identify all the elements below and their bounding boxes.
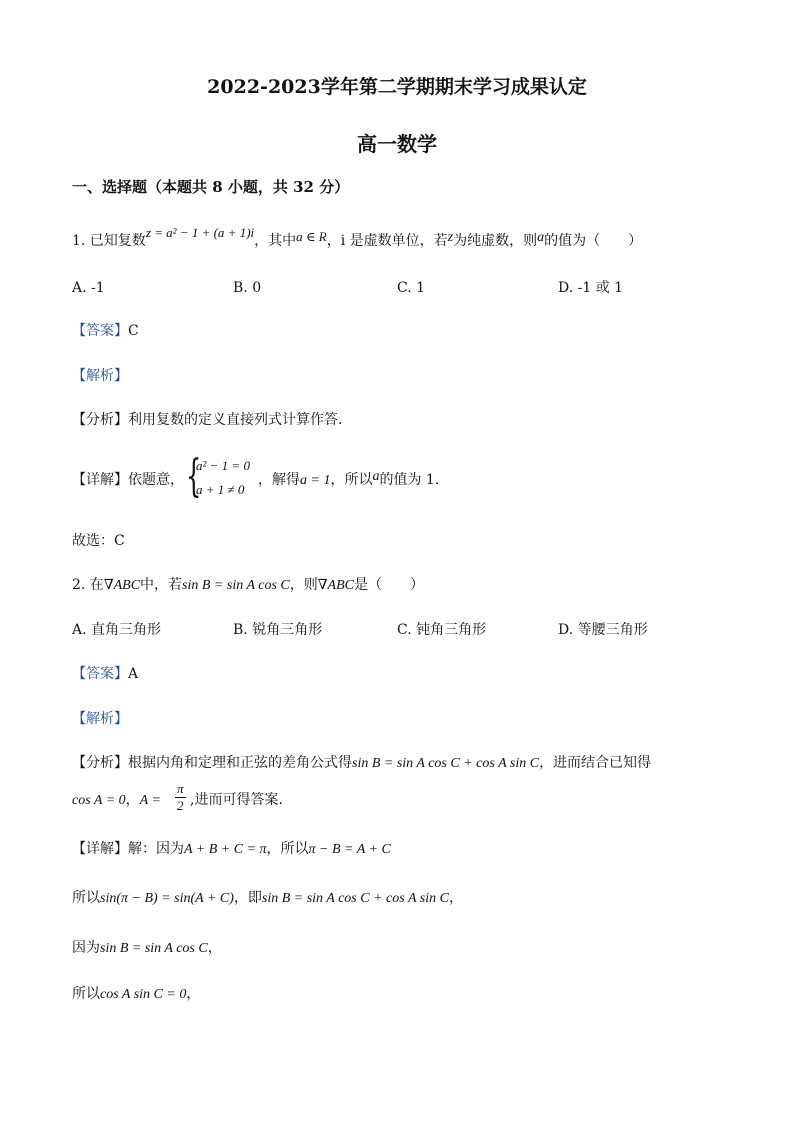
q2-triangle: ∇ABC <box>317 578 354 593</box>
q2-given-condition: sin B = sin A cos C <box>100 941 208 956</box>
q2-product-zero: cos A sin C = 0 <box>100 987 187 1002</box>
q2-sine-identity: sin(π − B) = sin(A + C) <box>100 891 234 906</box>
q1-answer <box>72 322 139 340</box>
q2-cos-a-zero: cos A = 0 <box>72 793 126 808</box>
q1-detail <box>72 471 184 489</box>
q1-option-b: B. 0 <box>233 280 262 296</box>
q2-a-equals: A = <box>139 793 161 808</box>
pi-over-two-fraction <box>175 781 186 814</box>
q1-detail-continued <box>258 471 439 490</box>
q1-choose: 故选：C <box>72 533 125 549</box>
q2-detail-text: ， <box>186 986 201 1002</box>
q2-fenxi <box>72 754 651 773</box>
detail-tag: 【详解】 <box>72 472 128 488</box>
q1-stem-text: ，i 是虚数单位，若 <box>326 233 448 249</box>
q1-detail-text: 的值为 1. <box>379 472 440 488</box>
q1-option-c: C. 1 <box>397 280 426 296</box>
q1-a: a <box>537 230 545 245</box>
q1-stem-text: 的值为（ ） <box>544 233 643 249</box>
fraction-numerator: π <box>177 781 184 796</box>
fenxi-tag: 【分析】 <box>72 412 128 428</box>
q1-option-d: D. -1 或 1 <box>558 280 624 296</box>
q2-detail-text: ， <box>207 940 222 956</box>
q2-detail-text: ，所以 <box>266 841 309 857</box>
q2-detail <box>72 840 391 859</box>
q1-condition: a ∈ R <box>296 229 327 244</box>
fraction-denominator: 2 <box>177 798 184 813</box>
detail-tag: 【详解】 <box>72 841 128 857</box>
q2-detail-text: ，即 <box>233 890 262 906</box>
q2-fenxi-text: ，进而结合已知得 <box>539 755 652 771</box>
q1-system-line-2: a + 1 ≠ 0 <box>196 482 245 497</box>
q1-detail-text: ，所以 <box>330 472 373 488</box>
q2-detail-text: 所以 <box>72 890 100 906</box>
q2-angle-sum: A + B + C = π <box>184 842 267 857</box>
q2-detail-text: 所以 <box>72 986 100 1002</box>
q1-stem <box>72 225 643 251</box>
q2-detail-line-2 <box>72 889 463 908</box>
q1-detail-text: 依题意， <box>128 472 184 488</box>
q1-fenxi <box>72 411 342 429</box>
fenxi-tag: 【分析】 <box>72 755 128 771</box>
q1-equation-system <box>186 451 256 502</box>
q1-fenxi-text: 利用复数的定义直接列式计算作答. <box>128 412 343 428</box>
q2-option-a: A. 直角三角形 <box>72 622 162 638</box>
q2-option-c: C. 钝角三角形 <box>397 622 487 638</box>
brace-symbol: { <box>186 451 202 502</box>
q2-stem-text: ，则 <box>289 577 318 593</box>
document-title: 2022-2023学年第二学期期末学习成果认定 <box>207 76 587 98</box>
q2-detail-text: 因为 <box>72 940 100 956</box>
q2-option-b: B. 锐角三角形 <box>233 622 323 638</box>
q2-answer <box>72 665 138 683</box>
answer-tag: 【答案】 <box>72 323 128 339</box>
q1-system-line-1: a² − 1 = 0 <box>196 458 250 473</box>
q2-stem <box>72 576 424 595</box>
q1-formula: z = a² − 1 + (a + 1)i <box>145 225 255 240</box>
document-subtitle: 高一数学 <box>357 132 437 156</box>
q1-z: z <box>447 230 454 245</box>
section-heading: 一、选择题（本题共 8 小题，共 32 分） <box>72 178 350 196</box>
q2-detail-text: ， <box>448 890 463 906</box>
q2-fenxi-text: 根据内角和定理和正弦的差角公式得 <box>128 755 352 771</box>
q2-answer-value: A <box>128 666 139 682</box>
q2-detail-line-3 <box>72 939 222 958</box>
q1-analysis-tag: 【解析】 <box>72 368 128 384</box>
q2-stem-text: 是（ ） <box>353 577 424 593</box>
q1-detail-text: ，解得 <box>258 472 300 488</box>
q1-solution: a = 1 <box>300 473 331 488</box>
q2-fenxi-line-2 <box>72 791 161 810</box>
q2-detail-text: 解：因为 <box>128 841 184 857</box>
q2-stem-text: 中，若 <box>140 577 183 593</box>
q2-fenxi-line-2-end: ,进而可得答案. <box>190 792 283 808</box>
q1-answer-value: C <box>128 323 139 339</box>
q2-option-d: D. 等腰三角形 <box>558 622 648 638</box>
q1-option-a: A. -1 <box>72 280 105 296</box>
q2-fenxi-text: ， <box>125 792 140 808</box>
q2-detail-line-4 <box>72 985 200 1004</box>
q1-stem-text: 1. 已知复数 <box>72 233 146 249</box>
q1-a: a <box>372 469 380 484</box>
q2-sine-expansion: sin B = sin A cos C + cos A sin C <box>261 891 449 906</box>
q2-fenxi-formula: sin B = sin A cos C + cos A sin C <box>352 756 540 771</box>
q2-analysis-tag: 【解析】 <box>72 711 128 727</box>
q2-stem-text: 2. 在 <box>72 577 104 593</box>
q2-triangle: ∇ABC <box>103 578 141 593</box>
q2-condition: sin B = sin A cos C <box>182 578 290 593</box>
answer-tag: 【答案】 <box>72 666 128 682</box>
q1-stem-text: ，其中 <box>254 233 297 249</box>
q2-pi-minus-b: π − B = A + C <box>308 842 391 857</box>
q1-stem-text: 为纯虚数，则 <box>453 233 538 249</box>
